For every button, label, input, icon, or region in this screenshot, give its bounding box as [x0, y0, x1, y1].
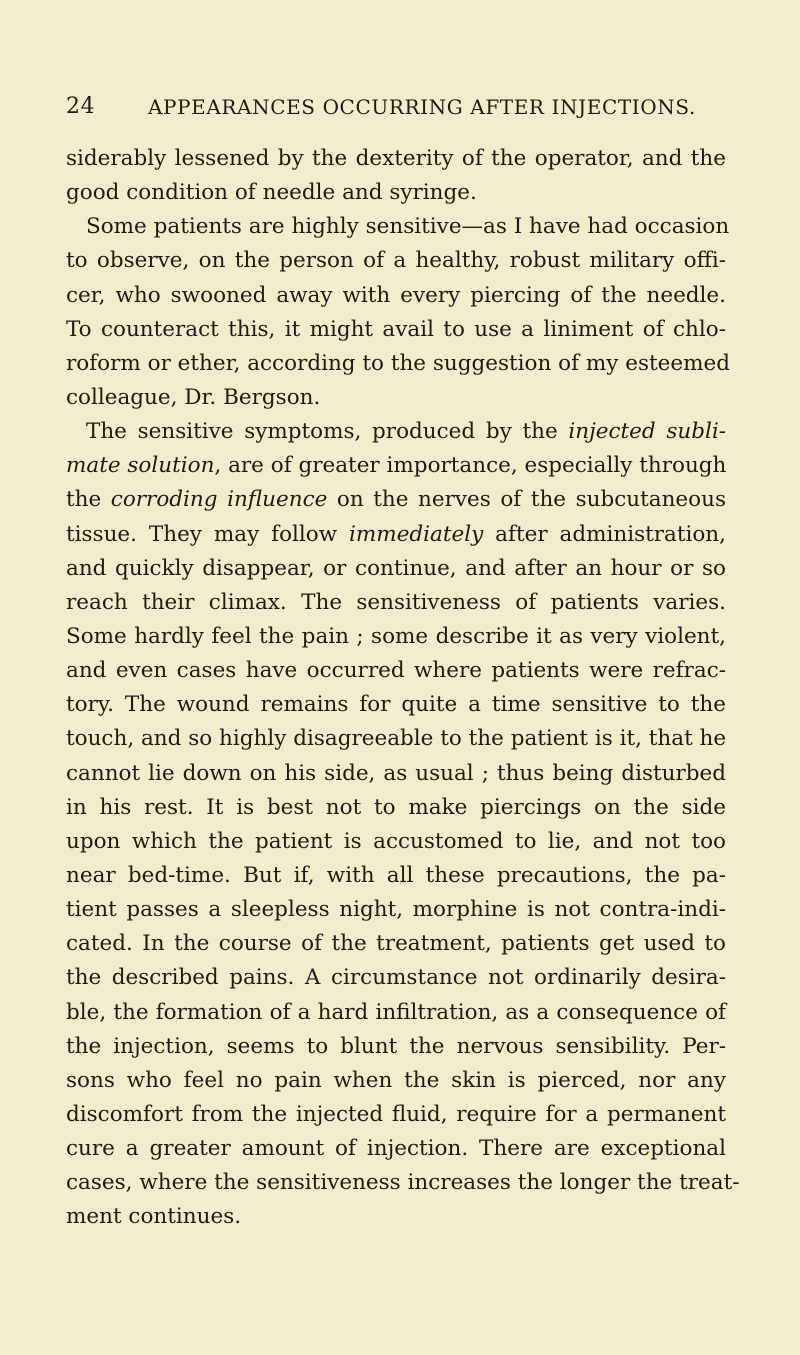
- text-line: [66, 825, 726, 859]
- body-text: [66, 142, 740, 1235]
- line-text: tory. The wound remains for quite a time sensitive to the: [66, 692, 726, 718]
- line-text: ment continues.: [66, 1204, 242, 1230]
- text-line: [66, 688, 726, 722]
- text-line: [66, 142, 726, 176]
- line-text: colleague, Dr. Bergson.: [66, 384, 321, 410]
- text-line: [66, 1166, 740, 1200]
- italic-emphasis: injected subli-: [568, 419, 726, 445]
- text-line: [66, 757, 726, 791]
- text-line: [66, 893, 726, 927]
- text-line: [66, 1200, 726, 1234]
- text-line: [66, 381, 726, 415]
- line-text: cated. In the course of the treatment, patients get used to: [66, 931, 726, 957]
- text-line: [66, 483, 726, 517]
- line-text: and even cases have occurred where patients were refrac-: [66, 658, 726, 684]
- text-line: [66, 176, 726, 210]
- line-text: , are of greater importance, especially through: [214, 453, 727, 479]
- page-header: [66, 92, 722, 122]
- italic-emphasis: mate solution: [66, 453, 215, 479]
- text-line: [66, 722, 726, 756]
- line-text: and quickly disappear, or continue, and after an hour or so: [66, 555, 726, 581]
- line-text: reach their climax. The sensitiveness of patients varies.: [66, 589, 726, 615]
- line-text: touch, and so highly disagreeable to the patient is it, that he: [66, 726, 727, 752]
- line-text: cure a greater amount of injection. There are exceptional: [66, 1136, 726, 1162]
- line-text: cases, where the sensitiveness increases the longer the treat-: [66, 1170, 740, 1196]
- line-text: The sensitive symptoms, produced by the: [86, 419, 569, 445]
- text-line: [66, 449, 726, 483]
- text-line: [66, 552, 726, 586]
- line-text: the: [66, 487, 111, 513]
- line-text: after administration,: [483, 521, 726, 547]
- text-line: [66, 961, 726, 995]
- line-text: To counteract this, it might avail to use a liniment of chlo-: [66, 316, 726, 342]
- line-text: in his rest. It is best not to make piercings on the side: [66, 794, 726, 820]
- page-number: 24: [66, 94, 96, 119]
- italic-emphasis: corroding influence: [110, 487, 328, 513]
- line-text: on the nerves of the subcutaneous: [327, 487, 726, 513]
- line-text: tient passes a sleepless night, morphine is not contra-indi-: [66, 897, 726, 923]
- line-text: upon which the patient is accustomed to lie, and not too: [66, 828, 726, 854]
- text-line: [66, 1064, 726, 1098]
- line-text: discomfort from the injected fluid, require for a permanent: [66, 1101, 726, 1127]
- line-text: sons who feel no pain when the skin is pierced, nor any: [66, 1067, 726, 1093]
- text-line: [66, 791, 726, 825]
- text-line: [66, 1132, 726, 1166]
- text-line: [66, 1030, 726, 1064]
- line-text: ble, the formation of a hard infiltration, as a consequence of: [66, 999, 726, 1025]
- text-line: [66, 654, 726, 688]
- text-line: [66, 927, 726, 961]
- line-text: to observe, on the person of a healthy, robust military offi-: [66, 248, 726, 274]
- text-line: [66, 244, 726, 278]
- running-head: APPEARANCES OCCURRING AFTER INJECTIONS.: [148, 95, 696, 119]
- text-line: [66, 1098, 726, 1132]
- text-line: [66, 586, 726, 620]
- italic-emphasis: immediately: [349, 521, 484, 547]
- line-text: the described pains. A circumstance not ordinarily desira-: [66, 965, 726, 991]
- text-line: [66, 347, 730, 381]
- line-text: cer, who swooned away with every piercing of the needle.: [66, 282, 726, 308]
- line-text: roform or ether, according to the suggestion of my esteemed: [66, 350, 730, 376]
- line-text: good condition of needle and syringe.: [66, 180, 477, 206]
- line-text: Some hardly feel the pain ; some describe it as very violent,: [66, 623, 726, 649]
- line-text: tissue. They may follow: [66, 521, 350, 547]
- text-line: [66, 518, 726, 552]
- text-line: [66, 313, 726, 347]
- text-line: [66, 996, 726, 1030]
- text-line: [66, 415, 726, 449]
- line-text: the injection, seems to blunt the nervous sensibility. Per-: [66, 1033, 726, 1059]
- text-line: [66, 279, 726, 313]
- line-text: cannot lie down on his side, as usual ; thus being disturbed: [66, 760, 726, 786]
- line-text: near bed-time. But if, with all these precautions, the pa-: [66, 862, 726, 888]
- line-text: Some patients are highly sensitive—as I have had occasion: [86, 214, 730, 240]
- text-line: [66, 210, 730, 244]
- line-text: siderably lessened by the dexterity of the operator, and the: [66, 146, 726, 171]
- text-line: [66, 620, 726, 654]
- text-line: [66, 859, 726, 893]
